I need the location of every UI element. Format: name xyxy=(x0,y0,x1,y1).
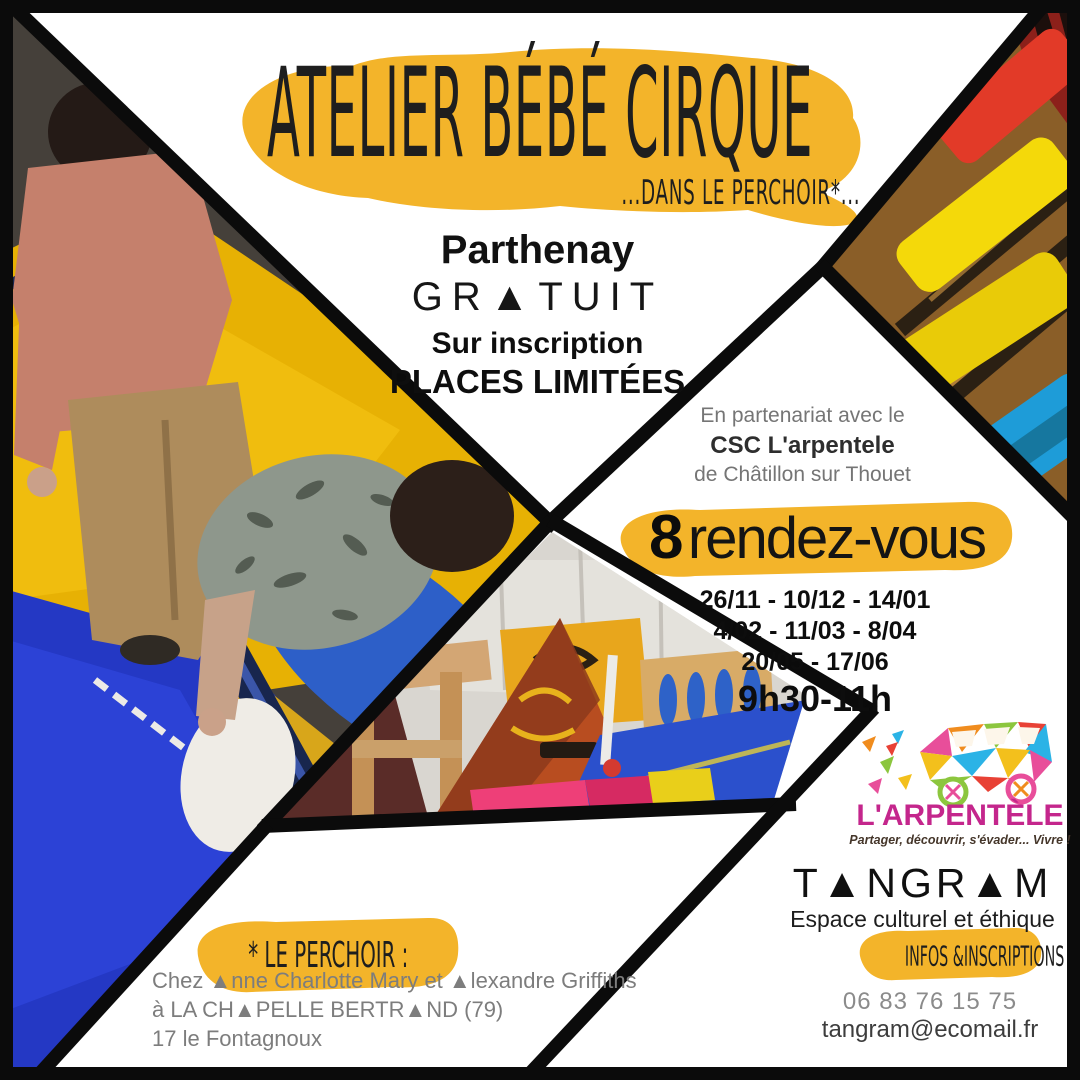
partnership-city: de Châtillon sur Thouet xyxy=(694,463,911,486)
partnership-intro: En partenariat avec le xyxy=(700,404,905,427)
session-dates-3: 20/05 - 17/06 xyxy=(741,648,889,676)
free-label: GR▲TUIT xyxy=(411,275,664,319)
perchoir-address-2: à LA CH▲PELLE BERTR▲ND (79) xyxy=(152,997,504,1022)
perchoir-address-1: Chez ▲nne Charlotte Mary et ▲lexandre Griffiths xyxy=(152,968,637,993)
tangram-wordmark: T▲NGR▲M xyxy=(792,860,1053,906)
arpentele-tagline: Partager, découvrir, s'évader... Vivre ! xyxy=(849,833,1071,847)
session-dates-2: 4/02 - 11/03 - 8/04 xyxy=(713,617,917,645)
perchoir-address-3: 17 le Fontagnoux xyxy=(152,1026,323,1051)
poster-subtitle: ...DANS LE PERCHOIR*... xyxy=(621,174,860,213)
arpentele-bus-logo xyxy=(862,722,1052,805)
partnership-name: CSC L'arpentele xyxy=(710,432,895,459)
registration-label: Sur inscription xyxy=(431,327,644,360)
city-label: Parthenay xyxy=(440,228,635,272)
bus-confetti xyxy=(862,730,912,794)
sessions-heading xyxy=(612,503,1022,573)
contact-phone: 06 83 76 15 75 xyxy=(842,988,1018,1015)
perchoir-heading: * LE PERCHOIR : xyxy=(247,934,409,977)
limited-places-label: PLACES LIMITÉES xyxy=(389,363,686,400)
contact-heading: INFOS &INSCRIPTIONS xyxy=(904,941,1065,973)
contact-email: tangram@ecomail.fr xyxy=(821,1016,1039,1043)
session-time: 9h30-11h xyxy=(737,678,893,719)
arpentele-wordmark: L'ARPENTÈLE xyxy=(856,799,1064,832)
tangram-subtitle: Espace culturel et éthique xyxy=(790,906,1055,932)
sessions-count: 8 xyxy=(648,503,684,572)
session-dates-1: 26/11 - 10/12 - 14/01 xyxy=(699,586,931,614)
poster-title: ATELIER BÉBÉ CIRQUE xyxy=(266,41,814,186)
sessions-label: rendez-vous xyxy=(687,506,986,571)
